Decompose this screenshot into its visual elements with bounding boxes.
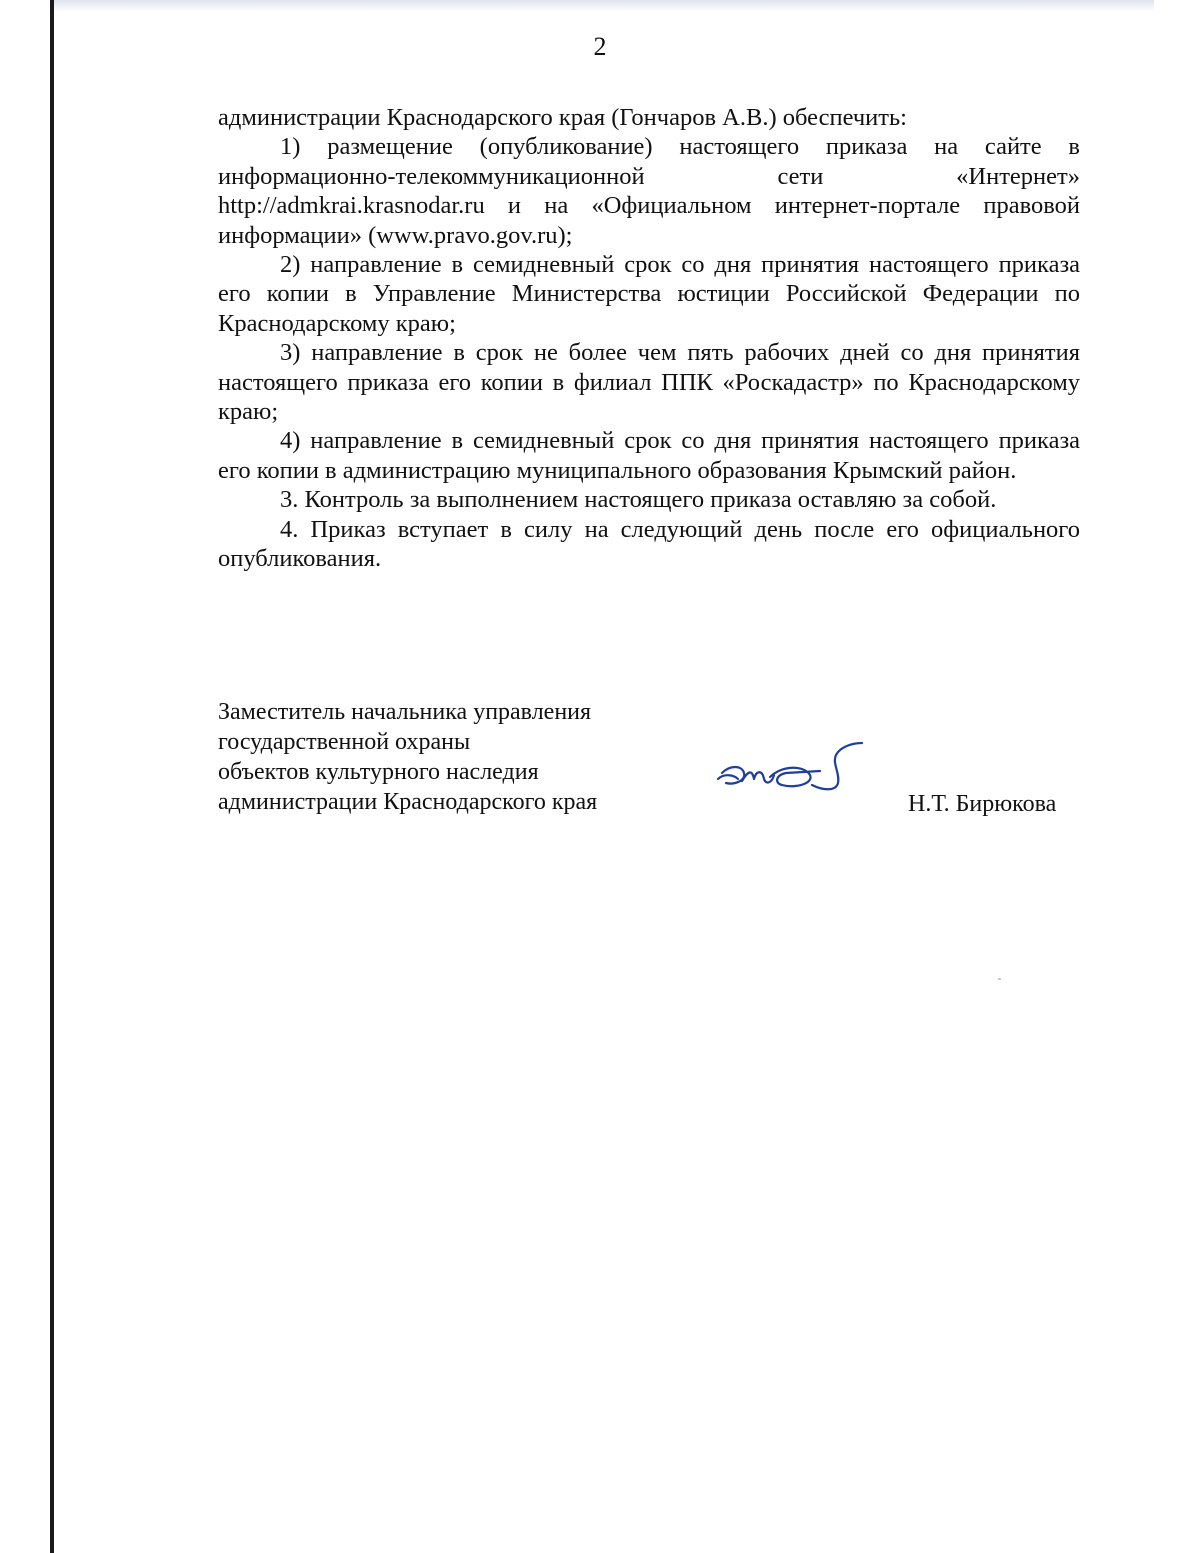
- position-line: государственной охраны: [218, 729, 471, 755]
- page-number: 2: [593, 32, 607, 61]
- clause-4-effective-date: 4. Приказ вступает в силу на следующий день после его официального опубликования.: [218, 515, 1080, 573]
- position-line: Заместитель начальника управления: [218, 699, 592, 725]
- scan-top-shadow: [54, 0, 1154, 12]
- signer-name: Н.Т. Бирюкова: [908, 791, 1057, 817]
- scan-left-edge: [50, 0, 54, 1553]
- scan-speck: [998, 978, 1001, 980]
- item-2-justice-ministry: 2) направление в семидневный срок со дня принятия настоящего приказа его копии в Управление Министерства юстиции Российской Федерации по Краснодарскому краю;: [218, 251, 1080, 337]
- continuation-paragraph: администрации Краснодарского края (Гончаров А.В.) обеспечить:: [218, 104, 907, 131]
- clause-3-control: 3. Контроль за выполнением настоящего приказа оставляю за собой.: [280, 486, 997, 514]
- item-1-publication: 1) размещение (опубликование) настоящего приказа на сайте в информационно-телекоммуникационной сети «Интернет» http://admkrai.krasnodar.ru и на «Официальном интернет-портале правовой информации» (www.pravo.gov.ru);: [218, 133, 1080, 249]
- position-line: объектов культурного наследия: [218, 759, 539, 785]
- signatory-position: [218, 697, 658, 817]
- item-3-roskadastr: 3) направление в срок не более чем пять рабочих дней со дня принятия настоящего приказа его копии в филиал ППК «Роскадастр» по Краснодарскому краю;: [218, 339, 1080, 426]
- position-line: администрации Краснодарского края: [218, 789, 598, 815]
- document-body: [218, 103, 1080, 574]
- handwritten-signature: [712, 735, 882, 815]
- item-4-municipality: 4) направление в семидневный срок со дня принятия настоящего приказа его копии в администрацию муниципального образования Крымский район.: [218, 427, 1080, 484]
